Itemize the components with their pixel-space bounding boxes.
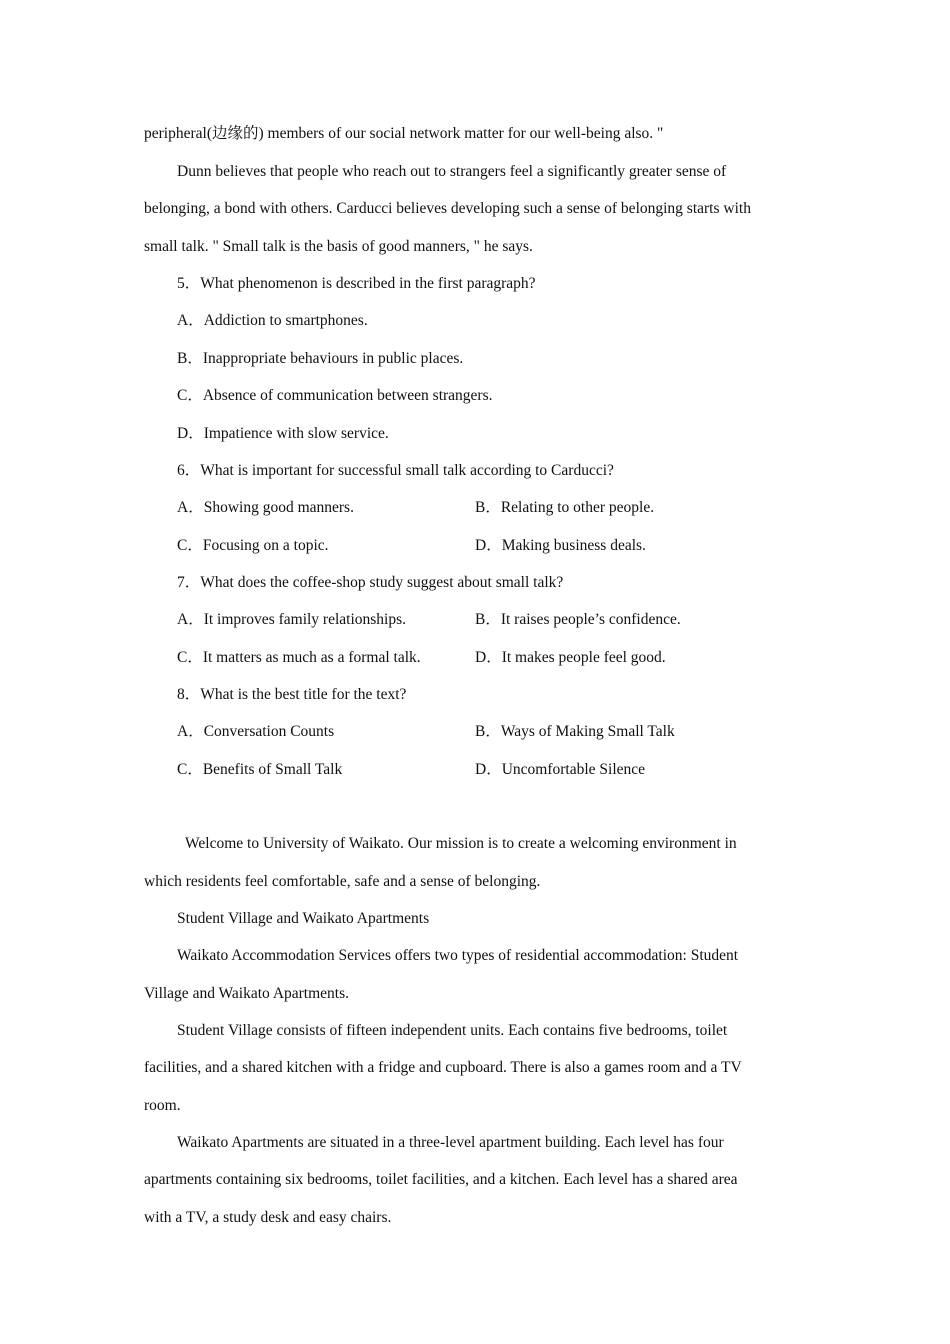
- passage2-paragraph-line: facilities, and a shared kitchen with a fridge and cupboard. There is also a games room and a TV: [144, 1059, 742, 1076]
- question-8-option-a: A．Conversation Counts: [177, 723, 335, 740]
- question-8-stem: 8．What is the best title for the text?: [177, 686, 407, 703]
- question-5-option-a: A．Addiction to smartphones.: [177, 312, 368, 329]
- question-8-option-c: C．Benefits of Small Talk: [177, 761, 343, 778]
- passage2-paragraph-line: room.: [144, 1097, 181, 1114]
- passage1-paragraph-line: small talk. " Small talk is the basis of good manners, " he says.: [144, 238, 533, 255]
- question-5-option-c: C．Absence of communication between strangers.: [177, 387, 493, 404]
- question-6-option-b: B．Relating to other people.: [475, 499, 655, 516]
- question-5-stem: 5．What phenomenon is described in the first paragraph?: [177, 275, 536, 292]
- question-6-option-d: D．Making business deals.: [475, 537, 646, 554]
- question-6-stem: 6．What is important for successful small talk according to Carducci?: [177, 462, 614, 479]
- passage2-paragraph-line: Waikato Apartments are situated in a three-level apartment building. Each level has four: [177, 1134, 724, 1151]
- passage2-intro-line: which residents feel comfortable, safe and a sense of belonging.: [144, 873, 541, 890]
- passage2-paragraph-line: Student Village consists of fifteen independent units. Each contains five bedrooms, toilet: [177, 1022, 728, 1039]
- passage1-paragraph-line: Dunn believes that people who reach out to strangers feel a significantly greater sense of: [177, 163, 727, 180]
- question-8-option-b: B．Ways of Making Small Talk: [475, 723, 675, 740]
- passage2-intro-line: Welcome to University of Waikato. Our mission is to create a welcoming environment in: [185, 835, 737, 852]
- question-7-stem: 7．What does the coffee-shop study suggest about small talk?: [177, 574, 564, 591]
- passage2-heading: Student Village and Waikato Apartments: [177, 910, 430, 927]
- passage2-paragraph-line: Village and Waikato Apartments.: [144, 985, 350, 1002]
- question-5-option-b: B．Inappropriate behaviours in public places.: [177, 350, 464, 367]
- passage2-paragraph-line: with a TV, a study desk and easy chairs.: [144, 1209, 392, 1226]
- question-6-option-a: A．Showing good manners.: [177, 499, 354, 516]
- passage2-paragraph-line: apartments containing six bedrooms, toilet facilities, and a kitchen. Each level has a shared area: [144, 1171, 738, 1188]
- question-7-option-c: C．It matters as much as a formal talk.: [177, 649, 421, 666]
- question-8-option-d: D．Uncomfortable Silence: [475, 761, 646, 778]
- question-7-option-b: B．It raises people’s confidence.: [475, 611, 681, 628]
- question-6-option-c: C．Focusing on a topic.: [177, 537, 329, 554]
- question-7-option-a: A．It improves family relationships.: [177, 611, 407, 628]
- passage1-paragraph-end: peripheral(边缘的) members of our social network matter for our well-being also. ": [144, 125, 664, 142]
- passage2-paragraph-line: Waikato Accommodation Services offers two types of residential accommodation: Student: [177, 947, 739, 964]
- question-7-option-d: D．It makes people feel good.: [475, 649, 666, 666]
- question-5-option-d: D．Impatience with slow service.: [177, 425, 389, 442]
- passage1-paragraph-line: belonging, a bond with others. Carducci believes developing such a sense of belonging starts with: [144, 200, 751, 217]
